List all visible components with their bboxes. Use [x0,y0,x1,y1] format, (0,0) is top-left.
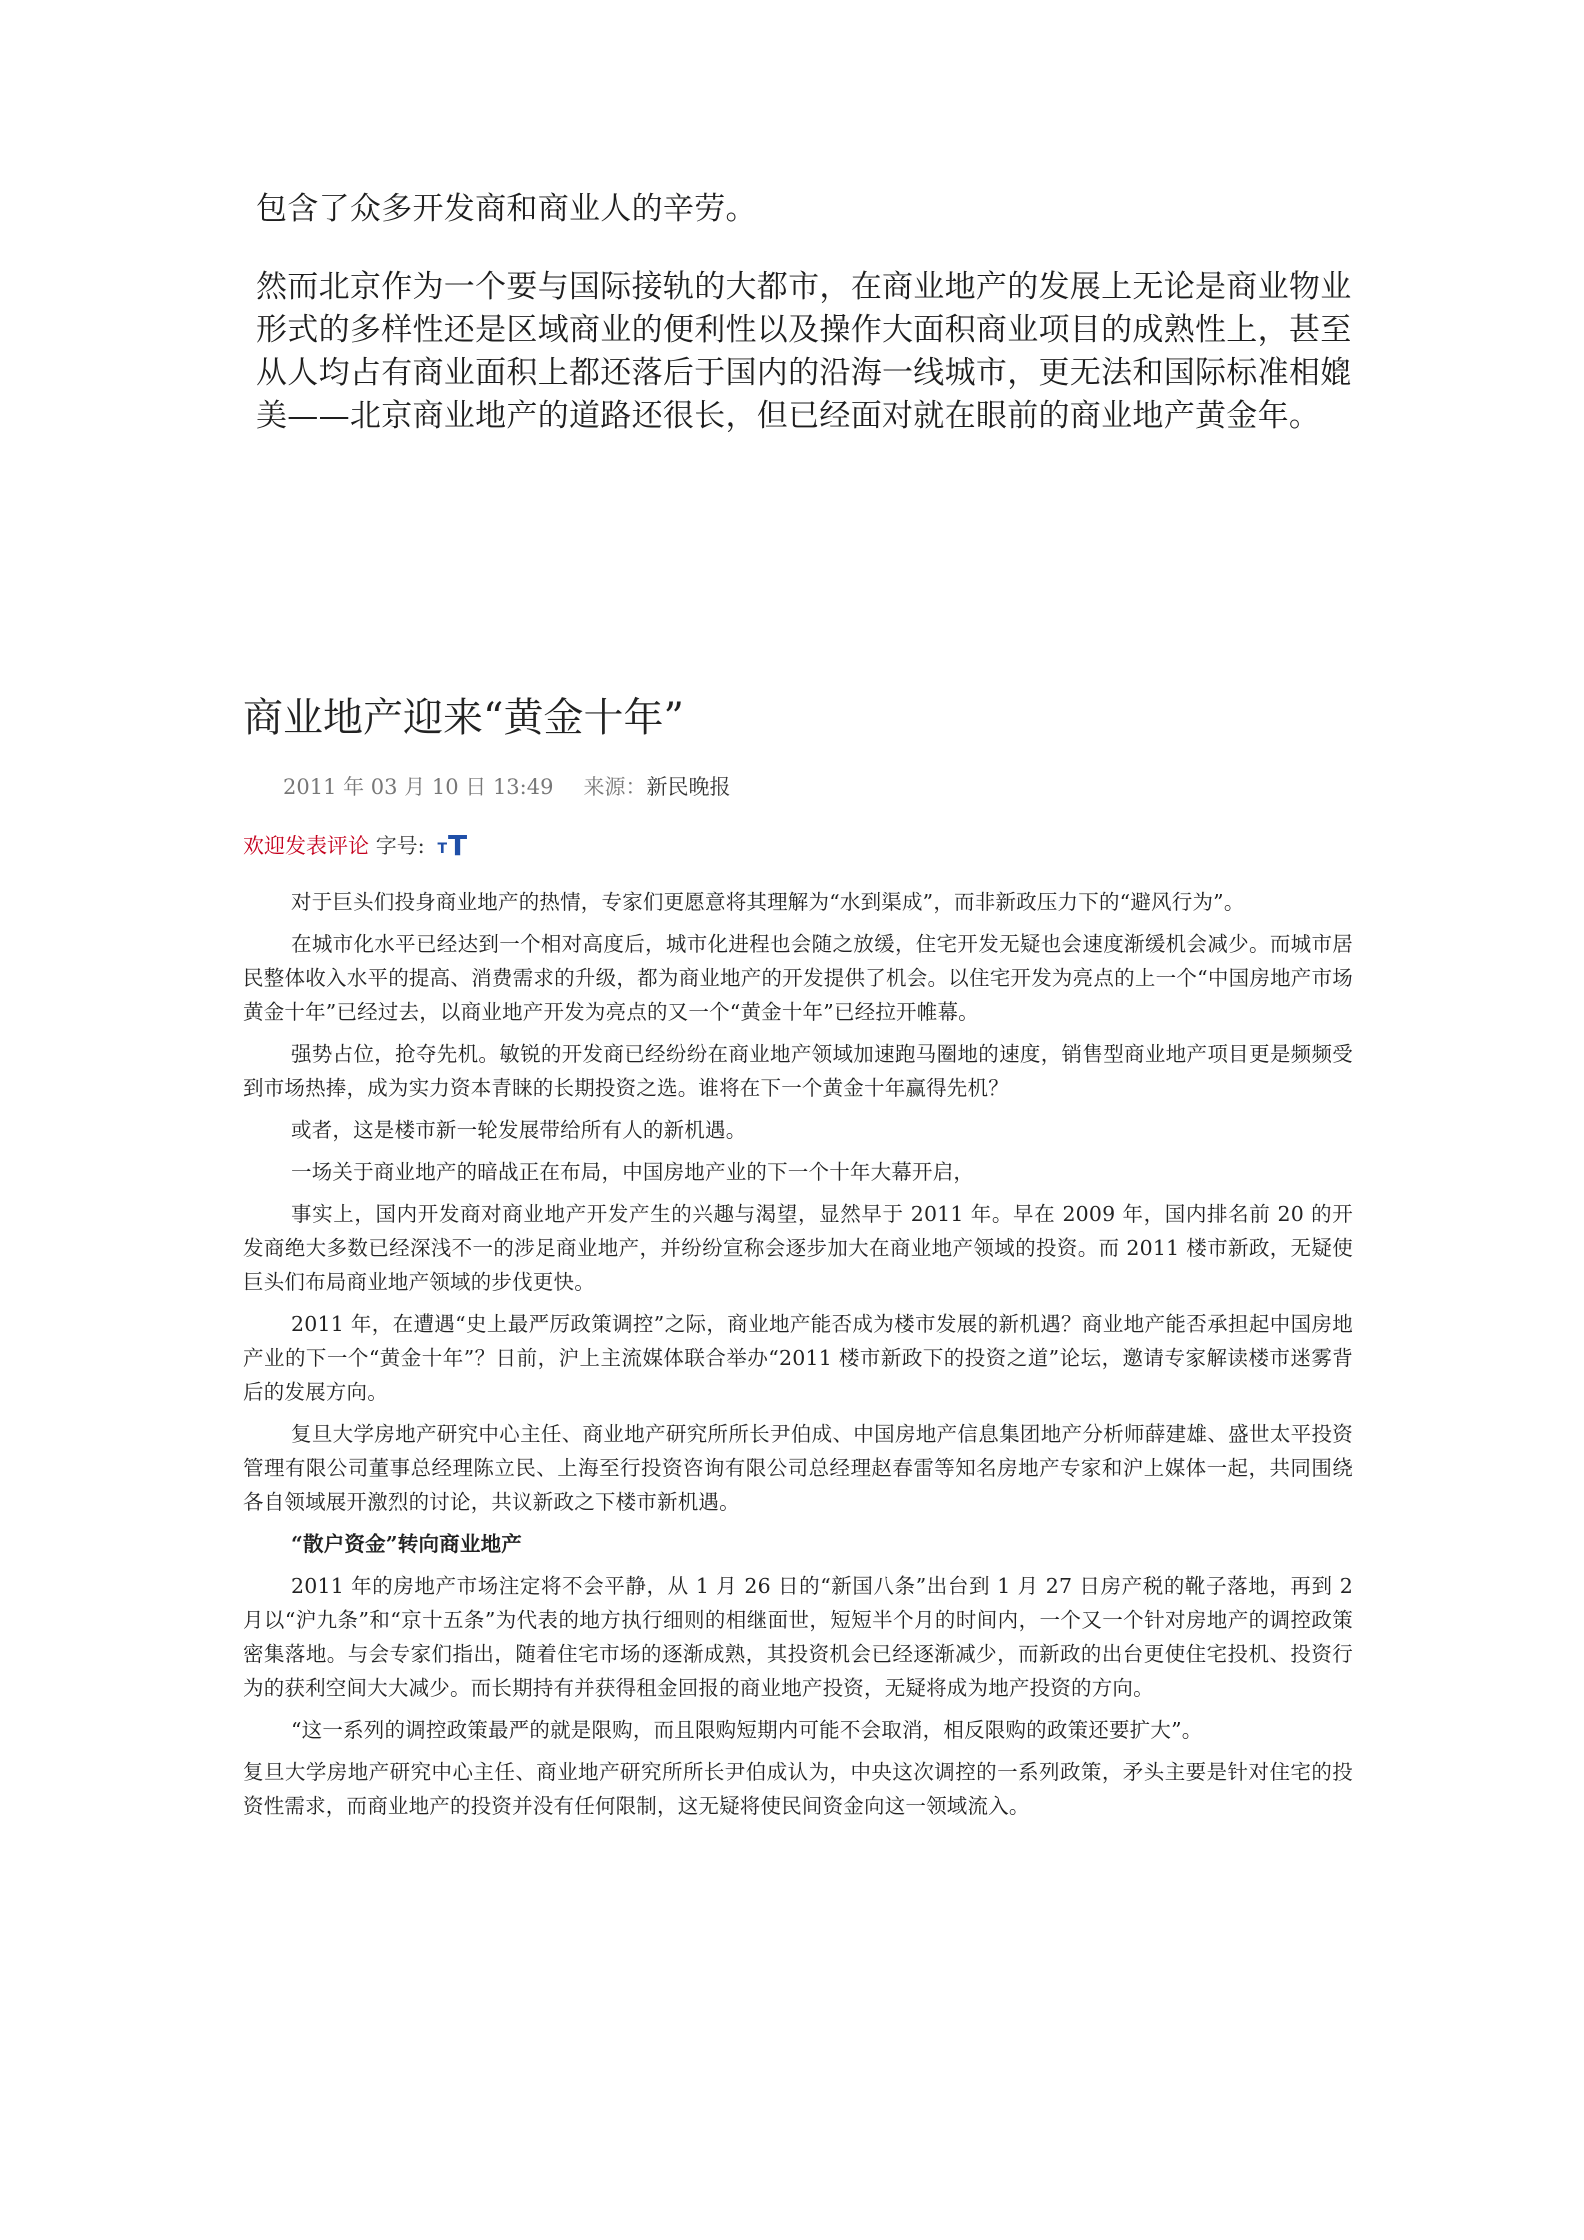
comment-link[interactable]: 欢迎发表评论 [243,834,369,858]
source-name: 新民晚报 [646,775,731,799]
article-paragraph: 一场关于商业地产的暗战正在布局，中国房地产业的下一个十年大幕开启， [291,1160,975,1184]
article-paragraph: 事实上，国内开发商对商业地产开发产生的兴趣与渴望，显然早于 2011 年。早在 2009 年，国内排名前 20 的开发商绝大多数已经深浅不一的涉足商业地产，并纷纷宣称会逐步加大在商业地产领域的投资。而 2011 楼市新政，无疑使巨头们布局商业地产领域的步伐更快。 [243,1202,1353,1294]
article-body [243,885,1353,1823]
article-paragraph: 复旦大学房地产研究中心主任、商业地产研究所所长尹伯成认为，中央这次调控的一系列政策，矛头主要是针对住宅的投资性需求，而商业地产的投资并没有任何限制，这无疑将使民间资金向这一领域流入。 [243,1760,1353,1818]
article-paragraph: 或者，这是楼市新一轮发展带给所有人的新机遇。 [291,1118,747,1142]
article-paragraph: 在城市化水平已经达到一个相对高度后，城市化进程也会随之放缓，住宅开发无疑也会速度渐缓机会减少。而城市居民整体收入水平的提高、消费需求的升级，都为商业地产的开发提供了机会。以住宅开发为亮点的上一个“中国房地产市场黄金十年”已经过去，以商业地产开发为亮点的又一个“黄金十年”已经拉开帷幕。 [243,932,1353,1024]
article [243,690,1353,1831]
article-title: 商业地产迎来“黄金十年” [243,695,684,741]
intro-paragraph: 然而北京作为一个要与国际接轨的大都市，在商业地产的发展上无论是商业物业形式的多样性还是区域商业的便利性以及操作大面积商业项目的成熟性上，甚至从人均占有商业面积上都还落后于国内的沿海一线城市，更无法和国际标准相媲美——北京商业地产的道路还很长，但已经面对就在眼前的商业地产黄金年。 [256,269,1352,434]
article-meta [283,772,1353,802]
article-paragraph: “这一系列的调控政策最严的就是限购，而且限购短期内可能不会取消，相反限购的政策还要扩大”。 [291,1718,1203,1742]
article-subheading: “散户资金”转向商业地产 [291,1532,522,1556]
article-paragraph: 2011 年，在遭遇“史上最严厉政策调控”之际，商业地产能否成为楼市发展的新机遇？商业地产能否承担起中国房地产业的下一个“黄金十年”？日前，沪上主流媒体联合举办“2011 楼市新政下的投资之道”论坛，邀请专家解读楼市迷雾背后的发展方向。 [243,1312,1353,1404]
article-paragraph: 复旦大学房地产研究中心主任、商业地产研究所所长尹伯成、中国房地产信息集团地产分析师薛建雄、盛世太平投资管理有限公司董事总经理陈立民、上海至行投资咨询有限公司总经理赵春雷等知名房地产专家和沪上媒体一起，共同围绕各自领域展开激烈的讨论，共议新政之下楼市新机遇。 [243,1422,1353,1514]
intro-paragraph: 包含了众多开发商和商业人的辛劳。 [256,191,757,227]
font-size-large-icon[interactable]: T [448,829,468,862]
font-size-label: 字号: [375,834,425,858]
article-tools [243,828,1353,865]
publish-date: 2011 年 03 月 10 日 13:49 [283,775,554,799]
intro-section [256,188,1356,438]
font-size-small-icon[interactable]: T [437,841,448,857]
article-paragraph: 对于巨头们投身商业地产的热情，专家们更愿意将其理解为“水到渠成”，而非新政压力下的“避风行为”。 [291,890,1245,914]
article-paragraph: 强势占位，抢夺先机。敏锐的开发商已经纷纷在商业地产领域加速跑马圈地的速度，销售型商业地产项目更是频频受到市场热捧，成为实力资本青睐的长期投资之选。谁将在下一个黄金十年赢得先机？ [243,1042,1353,1100]
source-label: 来源： [583,775,647,799]
article-paragraph: 2011 年的房地产市场注定将不会平静，从 1 月 26 日的“新国八条”出台到 1 月 27 日房产税的靴子落地，再到 2 月以“沪九条”和“京十五条”为代表的地方执行细则的相继面世，短短半个月的时间内，一个又一个针对房地产的调控政策密集落地。与会专家们指出，随着住宅市场的逐渐成熟，其投资机会已经逐渐减少，而新政的出台更使住宅投机、投资行为的获利空间大大减少。而长期持有并获得租金回报的商业地产投资，无疑将成为地产投资的方向。 [243,1574,1353,1700]
